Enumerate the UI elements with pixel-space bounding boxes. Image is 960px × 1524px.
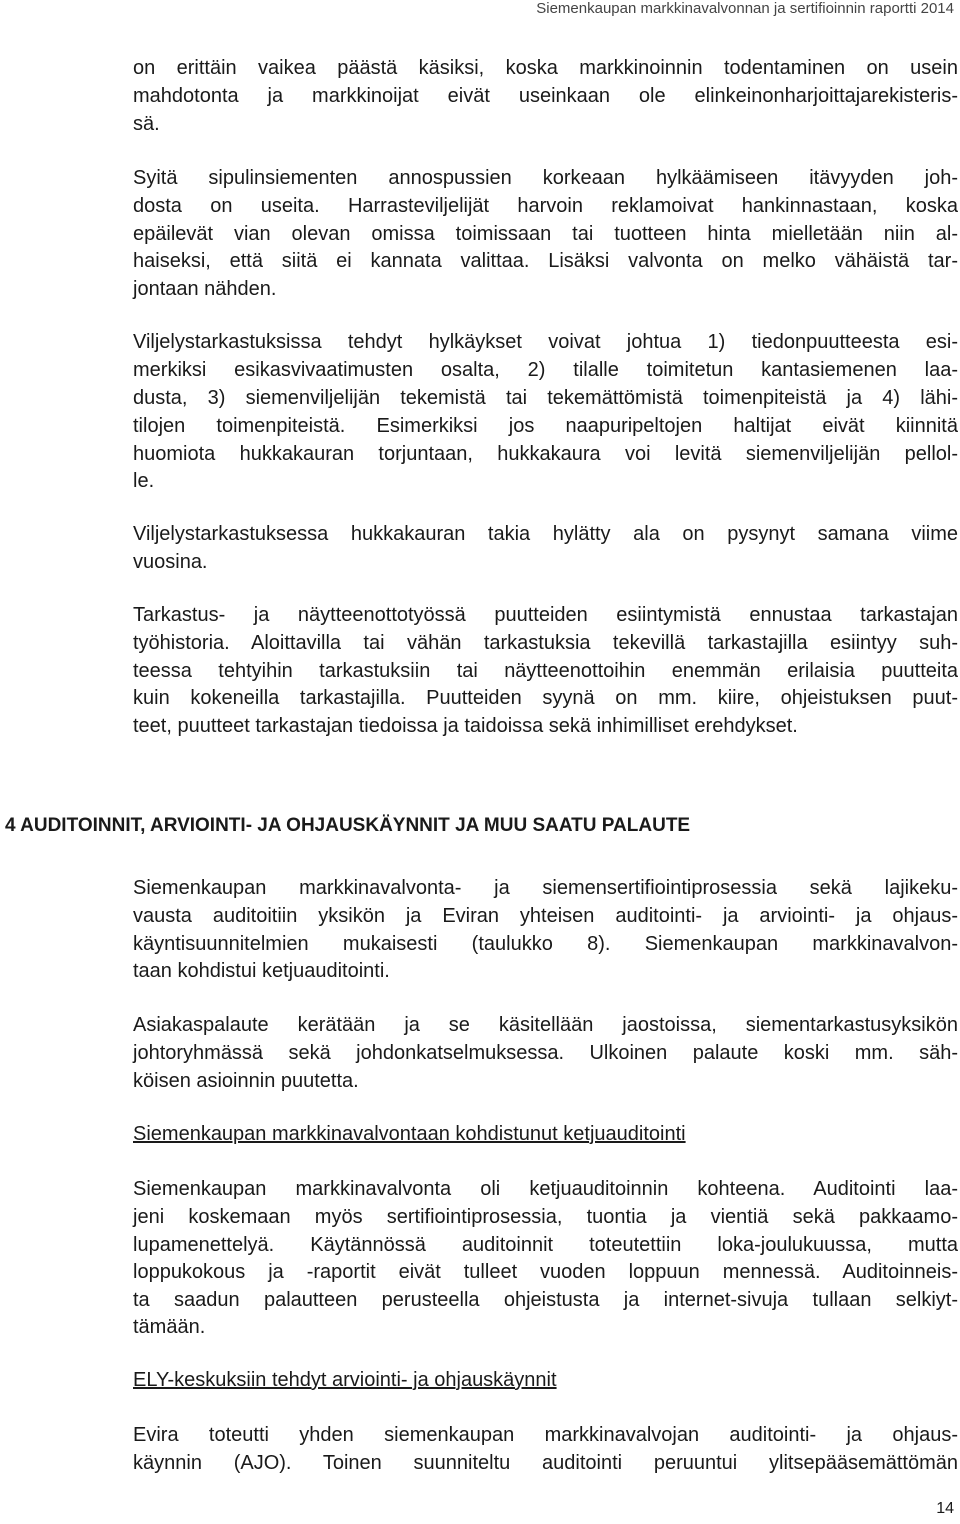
- body-line: jontaan nähden.: [133, 278, 277, 300]
- body-line: merkiksi esikasvivaatimusten osalta, 2) tilalle toimitetun kantasiemenen laa-: [133, 359, 958, 381]
- body-line: loppukokous ja -raportit eivät tulleet vuoden loppuun mennessä. Auditoinneis-: [133, 1261, 958, 1283]
- body-line: köisen asioinnin puutetta.: [133, 1070, 359, 1092]
- body-line: Siemenkaupan markkinavalvonta- ja siemensertifiointiprosessia sekä lajikeku-: [133, 877, 958, 899]
- body-line: tilojen toimenpiteistä. Esimerkiksi jos naapuripeltojen haltijat eivät kiinnitä: [133, 415, 958, 437]
- body-line: käynnin (AJO). Toinen suunniteltu auditointi peruuntui ylitsepääsemättömän: [133, 1452, 958, 1474]
- body-line: mahdotonta ja markkinoijat eivät useinkaan ole elinkeinonharjoittajarekisteris-: [133, 85, 958, 107]
- body-line: on erittäin vaikea päästä käsiksi, koska markkinoinnin todentaminen on usein: [133, 57, 958, 79]
- body-line: sä.: [133, 113, 160, 135]
- body-line: vausta auditoitiin yksikön ja Eviran yhteisen auditointi- ja arviointi- ja ohjaus-: [133, 905, 958, 927]
- subheading: ELY-keskuksiin tehdyt arviointi- ja ohjauskäynnit: [133, 1369, 557, 1391]
- body-line: taan kohdistui ketjuauditointi.: [133, 960, 390, 982]
- body-line: Syitä sipulinsiementen annospussien korkeaan hylkäämiseen itävyyden joh-: [133, 167, 958, 189]
- body-line: käyntisuunnitelmien mukaisesti (taulukko 8). Siemenkaupan markkinavalvon-: [133, 933, 958, 955]
- body-line: Viljelystarkastuksessa hukkakauran takia hylätty ala on pysynyt samana viime: [133, 523, 958, 545]
- body-line: Evira toteutti yhden siemenkaupan markkinavalvojan auditointi- ja ohjaus-: [133, 1424, 958, 1446]
- body-line: teet, puutteet tarkastajan tiedoissa ja taidoissa sekä inhimilliset erehdykset.: [133, 715, 798, 737]
- body-line: teessa tehtyihin tarkastuksiin tai näytteenottoihin enemmän erilaisia puutteita: [133, 660, 958, 682]
- body-line: Viljelystarkastuksissa tehdyt hylkäykset voivat johtua 1) tiedonpuutteesta esi-: [133, 331, 958, 353]
- body-line: Asiakaspalaute kerätään ja se käsitellään jaostoissa, siementarkastusyksikön: [133, 1014, 958, 1036]
- subheading: Siemenkaupan markkinavalvontaan kohdistunut ketjuauditointi: [133, 1123, 686, 1145]
- body-line: Tarkastus- ja näytteenottotyössä puutteiden esiintymistä ennustaa tarkastajan: [133, 604, 958, 626]
- body-line: kuin kokeneilla tarkastajilla. Puutteiden syynä on mm. kiire, ohjeistuksen puut-: [133, 687, 958, 709]
- body-line: jeni koskemaan myös sertifiointiprosessia, tuontia ja vientiä sekä pakkaamo-: [133, 1206, 958, 1228]
- body-line: le.: [133, 470, 155, 492]
- body-line: epäilevät vian olevan omissa toimissaan tai tuotteen hinta mielletään niin al-: [133, 223, 958, 245]
- body-line: ta saadun palautteen perusteella ohjeistusta ja internet-sivuja tullaan selkiyt-: [133, 1289, 958, 1311]
- body-line: lupamenettelyä. Käytännössä auditoinnit toteutettiin loka-joulukuussa, mutta: [133, 1234, 958, 1256]
- body-line: johtoryhmässä sekä johdonkatselmuksessa. Ulkoinen palaute koski mm. säh-: [133, 1042, 958, 1064]
- section-heading: 4 AUDITOINNIT, ARVIOINTI- JA OHJAUSKÄYNNIT JA MUU SAATU PALAUTE: [5, 815, 691, 836]
- body-line: dosta on useita. Harrasteviljelijät harvoin reklamoivat hankinnastaan, koska: [133, 195, 958, 217]
- body-line: vuosina.: [133, 551, 208, 573]
- page-number: 14: [936, 1500, 954, 1517]
- body-line: haiseksi, että siitä ei kannata valittaa. Lisäksi valvonta on melko vähäistä tar-: [133, 250, 958, 272]
- body-line: tämään.: [133, 1316, 206, 1338]
- body-line: huomiota hukkakauran torjuntaan, hukkakaura voi levitä siemenviljelijän pellol-: [133, 443, 958, 465]
- body-line: Siemenkaupan markkinavalvonta oli ketjuauditoinnin kohteena. Auditointi laa-: [133, 1178, 958, 1200]
- body-line: työhistoria. Aloittavilla tai vähän tarkastuksia tekevillä tarkastajilla esiintyy suh-: [133, 632, 958, 654]
- body-line: dusta, 3) siemenviljelijän tekemistä tai tekemättömistä toimenpiteistä ja 4) lähi-: [133, 387, 958, 409]
- running-header: Siemenkaupan markkinavalvonnan ja sertifioinnin raportti 2014: [536, 0, 954, 17]
